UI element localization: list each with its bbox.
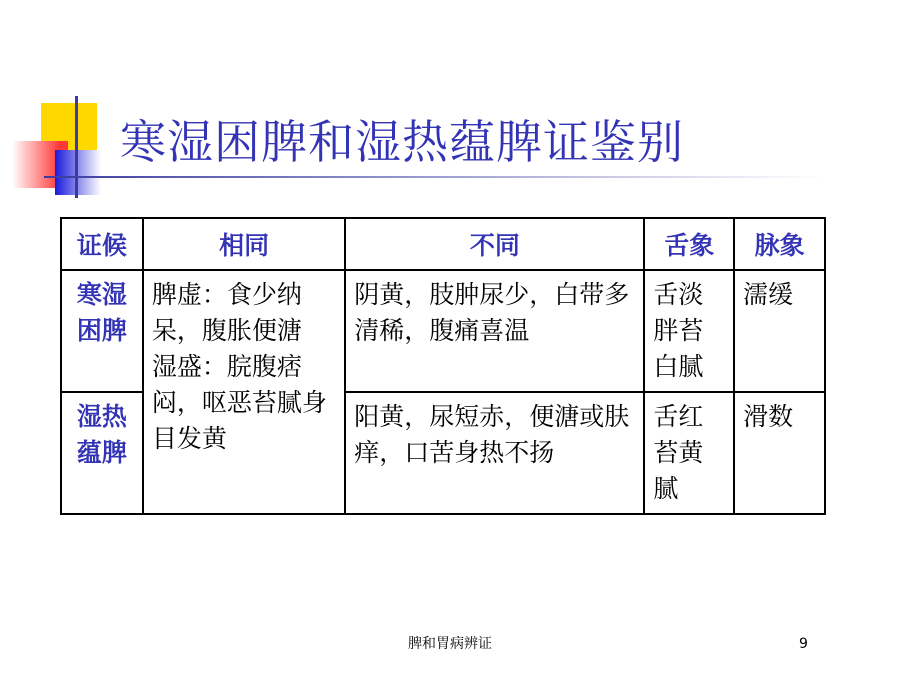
pulse-damp-heat: 滑数 — [734, 392, 825, 514]
header-tongue: 舌象 — [644, 218, 734, 270]
row-label-damp-heat: 湿热蕴脾 — [61, 392, 143, 514]
decor-vertical-line — [75, 96, 78, 198]
pulse-cold-damp: 濡缓 — [734, 270, 825, 392]
common-damp-excess: 湿盛：脘腹痞闷，呕恶苔腻身目发黄 — [151, 352, 327, 453]
comparison-table — [60, 217, 826, 515]
decor-blue-square — [55, 150, 101, 195]
slide-footer: 脾和胃病辨证 — [408, 636, 492, 652]
header-syndrome: 证候 — [61, 218, 143, 270]
slide-title: 寒湿困脾和湿热蕴脾证鉴别 — [120, 115, 684, 169]
title-underline — [44, 176, 824, 178]
table-row — [61, 270, 825, 392]
header-pulse: 脉象 — [734, 218, 825, 270]
row-label-cold-damp: 寒湿困脾 — [61, 270, 143, 392]
common-cell — [143, 270, 345, 514]
different-damp-heat: 阳黄，尿短赤，便溏或肤痒，口苦身热不扬 — [345, 392, 644, 514]
header-common: 相同 — [143, 218, 345, 270]
header-different: 不同 — [345, 218, 644, 270]
table-header-row — [61, 218, 825, 270]
different-cold-damp: 阴黄，肢肿尿少，白带多清稀，腹痛喜温 — [345, 270, 644, 392]
page-number: 9 — [799, 636, 808, 652]
tongue-cold-damp: 舌淡胖苔白腻 — [644, 270, 734, 392]
tongue-damp-heat: 舌红苔黄腻 — [644, 392, 734, 514]
common-spleen-deficiency: 脾虚：食少纳呆，腹胀便溏 — [151, 280, 302, 345]
